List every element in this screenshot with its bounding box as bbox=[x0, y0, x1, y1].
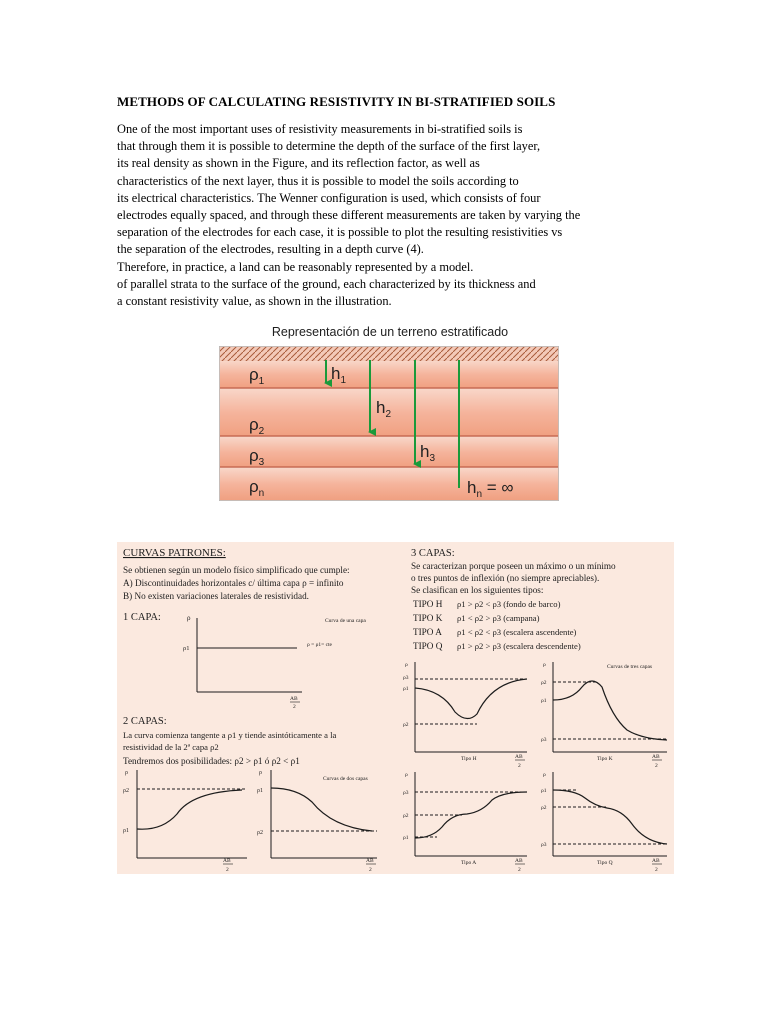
capa1-ab: AB bbox=[290, 696, 298, 702]
layer-label-rho3: $\rho_3$ bbox=[249, 446, 265, 468]
capa2-line3: Tendremos dos posibilidades: ρ2 > ρ1 ó ρ2 < ρ1 bbox=[123, 756, 300, 766]
tipo-q-rho1: ρ1 bbox=[541, 788, 547, 794]
document-heading: METHODS OF CALCULATING RESISTIVITY IN BI-STRATIFIED SOILS bbox=[117, 94, 556, 109]
tipo-q-label: Tipo Q bbox=[597, 860, 613, 866]
tipo-k-name: TIPO K bbox=[413, 613, 443, 623]
tipo-a-name: TIPO A bbox=[413, 627, 442, 637]
tipo-h-axis-rho: ρ bbox=[405, 662, 408, 668]
paragraph-line: electrodes equally spaced, and through these different measurements are taken by varying the bbox=[117, 208, 581, 223]
tipo-q-rho3: ρ3 bbox=[541, 842, 547, 848]
tipo-h-rel: ρ1 > ρ2 < ρ3 (fondo de barco) bbox=[457, 599, 561, 609]
capa2-line1: La curva comienza tangente a ρ1 y tiende asintóticamente a la bbox=[123, 730, 337, 740]
curvas-a: A) Discontinuidades horizontales c/ última capa ρ = infinito bbox=[123, 578, 344, 588]
tipo-k-ab-2: 2 bbox=[655, 763, 658, 769]
tres-capas-title: 3 CAPAS: bbox=[411, 548, 455, 559]
h2-label: $h_2$ bbox=[376, 398, 392, 420]
body-paragraph bbox=[117, 121, 677, 310]
layer-3 bbox=[220, 437, 558, 467]
tipo-h-rho3: ρ3 bbox=[403, 675, 409, 681]
tipo-a-ab-2: 2 bbox=[518, 867, 521, 873]
tres-capas-line3: Se clasifican en los siguientes tipos: bbox=[411, 585, 544, 595]
tipo-a-label: Tipo A bbox=[461, 860, 477, 866]
figure1-title: Representación de un terreno estratificado bbox=[271, 325, 509, 339]
paragraph-line: One of the most important uses of resistivity measurements in bi-stratified soils is bbox=[117, 122, 523, 136]
capa2-curve-title: Curvas de dos capas bbox=[323, 776, 368, 782]
tres-capas-line1: Se caracterizan porque poseen un máximo o un mínimo bbox=[411, 561, 616, 571]
tipo-a-rel: ρ1 < ρ2 < ρ3 (escalera ascendente) bbox=[457, 627, 577, 637]
tipo-a-rho3: ρ3 bbox=[403, 790, 409, 796]
paragraph-line: its real density as shown in the Figure, and its reflection factor, as well as bbox=[117, 156, 480, 171]
layer-1 bbox=[220, 361, 558, 388]
capa2b-ab-2: 2 bbox=[369, 867, 372, 873]
paragraph-line: separation of the electrodes for each case, it is possible to plot the resulting resistivities vs bbox=[117, 225, 563, 240]
curvas-patrones-title: CURVAS PATRONES: bbox=[123, 547, 226, 559]
capa1-ab-2: 2 bbox=[293, 704, 296, 710]
capa3-curve-title: Curvas de tres capas bbox=[607, 664, 653, 670]
capa2a-rho2: ρ2 bbox=[123, 788, 129, 794]
capa2b-rho2: ρ2 bbox=[257, 830, 263, 836]
h3-label: $h_3$ bbox=[420, 442, 436, 464]
capa1-curve-title: Curva de una capa bbox=[325, 618, 366, 624]
tipo-h-ab: AB bbox=[515, 754, 523, 760]
tipo-k-ab: AB bbox=[652, 754, 660, 760]
capa2-line2: resistividad de la 2ª capa ρ2 bbox=[123, 742, 219, 752]
tipo-q-name: TIPO Q bbox=[413, 641, 443, 651]
tipo-h-ab-2: 2 bbox=[518, 763, 521, 769]
tipo-q-rho2: ρ2 bbox=[541, 805, 547, 811]
tipo-k-label: Tipo K bbox=[597, 756, 613, 762]
capa1-rho1: ρ1 bbox=[183, 645, 190, 652]
layer-label-rho1: $\rho_1$ bbox=[249, 365, 265, 387]
capa2-label: 2 CAPAS: bbox=[123, 716, 167, 727]
curvas-intro: Se obtienen según un modelo físico simplificado que cumple: bbox=[123, 565, 350, 575]
standard-curves-figure bbox=[117, 542, 674, 874]
h1-label: $h_1$ bbox=[331, 364, 347, 386]
tipo-k-rho1: ρ1 bbox=[541, 698, 547, 704]
tipo-q-ab-2: 2 bbox=[655, 867, 658, 873]
tipo-q-rel: ρ1 > ρ2 > ρ3 (escalera descendente) bbox=[457, 641, 581, 651]
capa2a-ab: AB bbox=[223, 858, 231, 864]
layer-label-rho2: $\rho_2$ bbox=[249, 415, 265, 437]
tipo-q-ab: AB bbox=[652, 858, 660, 864]
capa2b-rho: ρ bbox=[259, 770, 262, 776]
surface-hatch bbox=[220, 347, 558, 361]
capa2b-rho1: ρ1 bbox=[257, 788, 263, 794]
tipo-h-label: Tipo H bbox=[461, 756, 477, 762]
tipo-h-name: TIPO H bbox=[413, 599, 443, 609]
capa2b-ab: AB bbox=[366, 858, 374, 864]
curvas-b: B) No existen variaciones laterales de resistividad. bbox=[123, 591, 309, 601]
paragraph-line: Therefore, in practice, a land can be reasonably represented by a model. bbox=[117, 259, 474, 274]
tipo-q-axis-rho: ρ bbox=[543, 772, 546, 778]
capa2a-ab-2: 2 bbox=[226, 867, 229, 873]
tipo-k-rho3: ρ3 bbox=[541, 737, 547, 743]
paragraph-line: of parallel strata to the surface of the ground, each characterized by its thickness and bbox=[117, 276, 536, 291]
tipo-a-axis-rho: ρ bbox=[405, 772, 408, 778]
tipo-k-axis-rho: ρ bbox=[543, 662, 546, 668]
tipo-k-rel: ρ1 < ρ2 > ρ3 (campana) bbox=[457, 613, 540, 623]
capa1-const: ρ = ρ1= cte bbox=[307, 642, 332, 648]
tipo-a-ab: AB bbox=[515, 858, 523, 864]
hn-label: $h_n$ = ∞ bbox=[467, 478, 514, 500]
tipo-h-rho1: ρ1 bbox=[403, 686, 409, 692]
capa2a-rho: ρ bbox=[125, 770, 128, 776]
layer-label-rhon: $\rho_n$ bbox=[249, 477, 265, 499]
tipo-k-rho2: ρ2 bbox=[541, 680, 547, 686]
paragraph-line: the separation of the electrodes, resulting in a depth curve (4). bbox=[117, 242, 424, 257]
tipo-h-rho2: ρ2 bbox=[403, 722, 409, 728]
capa2a-rho1: ρ1 bbox=[123, 828, 129, 834]
stratified-soil-figure bbox=[219, 346, 559, 501]
tipo-a-rho2: ρ2 bbox=[403, 813, 409, 819]
paragraph-line: a constant resistivity value, as shown in the illustration. bbox=[117, 294, 392, 309]
paragraph-line: that through them it is possible to determine the depth of the surface of the first layer, bbox=[117, 139, 541, 154]
paragraph-line: its electrical characteristics. The Wenner configuration is used, which consists of four bbox=[117, 190, 541, 205]
tipo-a-rho1: ρ1 bbox=[403, 835, 409, 841]
tres-capas-line2: o tres puntos de inflexión (no siempre apreciables). bbox=[411, 573, 600, 583]
capa1-label: 1 CAPA: bbox=[123, 612, 161, 623]
paragraph-line: characteristics of the next layer, thus it is possible to model the soils according to bbox=[117, 173, 519, 188]
capa1-axis-rho: ρ bbox=[187, 614, 191, 622]
